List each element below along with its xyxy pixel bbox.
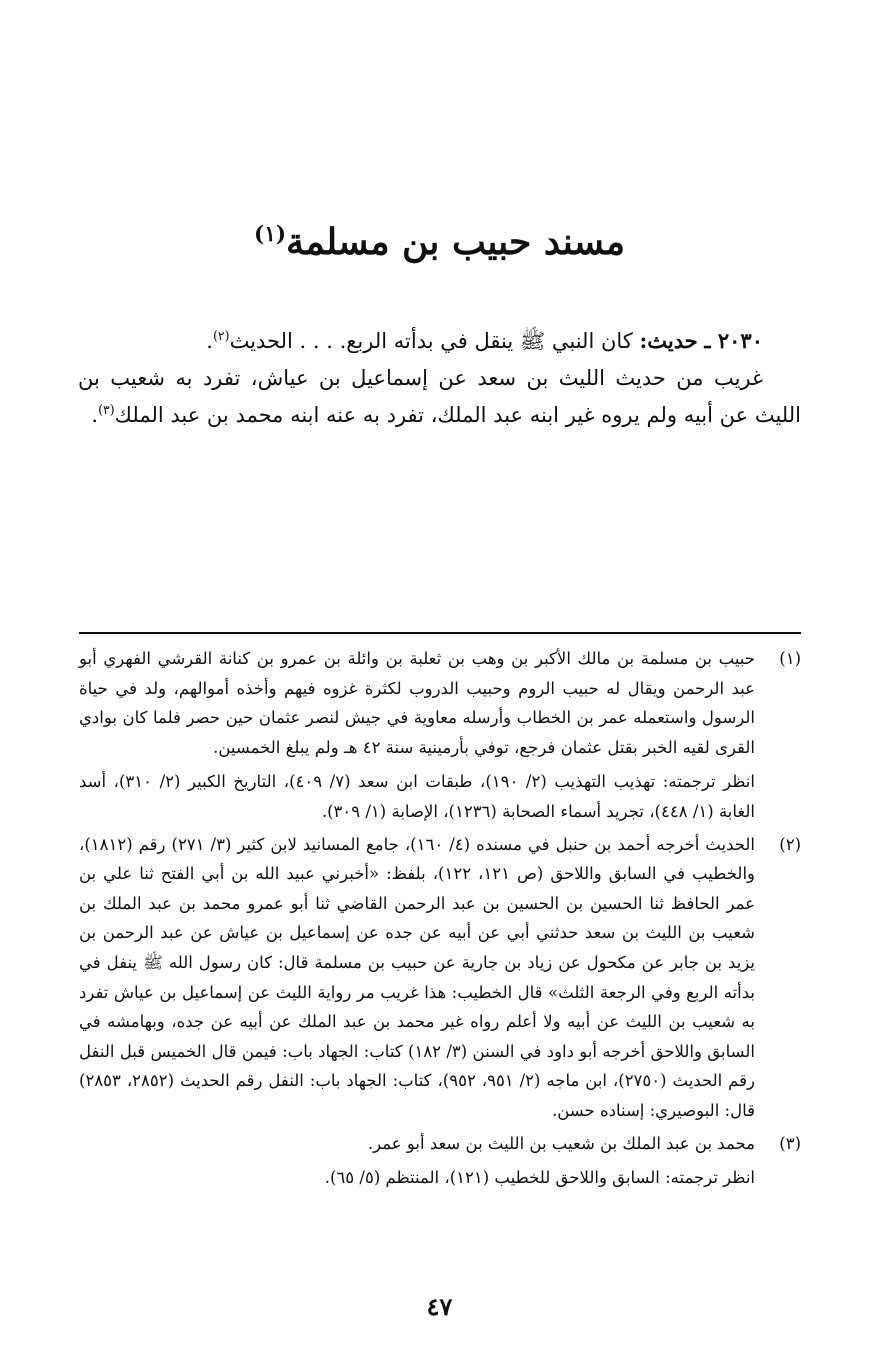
body-paragraph-text: غريب من حديث الليث بن سعد عن إسماعيل بن عياش، تفرد به شعيب بن الليث عن أبيه ولم يروه غير ابنه عبد الملك، تفرد به عنه ابنه محمد بن عبد الملك xyxy=(78,366,801,427)
footnote-1 xyxy=(79,644,801,827)
main-text xyxy=(78,322,801,434)
footnote-2 xyxy=(79,830,801,1126)
hadith-entry xyxy=(78,322,801,360)
footnotes xyxy=(79,644,801,1196)
footnote-separator xyxy=(79,632,801,634)
footnote-ref-3[interactable]: (٣) xyxy=(98,402,115,417)
footnote-2-text: الحديث أخرجه أحمد بن حنبل في مسنده (٤/ ١٦٠)، جامع المسانيد لابن كثير (٣/ ٢٧١) رقم (١٨١٢)، والخطيب في السابق واللاحق (ص ١٢١، ١٢٢)، بلفظ: «أخبرني عبيد الله بن أبي الفتح ثنا علي بن عمر الحافظ ثنا الحسين بن الحسين بن عبد الرحمن القاضي ثنا أبو عمرو محمد بن عبد الملك بن شعيب بن الليث بن سعد حدثني أبي عن أبيه عن جده عن إسماعيل بن عياش عن عبد الرحمن بن يزيد بن جابر عن مكحول عن زياد بن جارية عن حبيب بن مسلمة قال: كان رسول الله ﷺ ينفل في بدأته الربع وفي الرجعة الثلث» قال الخطيب: هذا غريب مر رواية الليث عن إسماعيل بن عياش تفرد به شعيب بن الليث عن أبيه ولا أعلم رواه غير محمد بن عبد الملك عن أبيه عن جده، وبهامشه في السابق واللاحق أخرجه أبو داود في السنن (٣/ ١٨٢) كتاب: الجهاد باب: فيمن قال الخميس قبل النفل رقم الحديث (٢٧٥٠)، ابن ماجه (٢/ ٩٥١، ٩٥٢)، كتاب: الجهاد باب: النفل رقم الحديث (٢٨٥٢، ٢٨٥٣) قال: البوصيري: إسناده حسن. xyxy=(79,834,756,1120)
footnote-1-biography: حبيب بن مسلمة بن مالك الأكبر بن وهب بن ثعلبة بن وائلة بن عمرو بن كنانة القرشي الفهري أبو عبد الرحمن ويقال له حبيب الروم وحبيب الدروب لكثرة غزوه فيهم وأخذه أموالهم، ولد في حياة الرسول واستعمله عمر بن الخطاب وأرسله معاوية في جيش لنصر عثمان حين حصر فلما كان بوادي القرى لقيه الخبر بقتل عثمان فرجع، توفي بأرمينية سنة ٤٢ هـ ولم يبلغ الخمسين. xyxy=(79,649,755,757)
section-title-text: مسند حبيب بن مسلمة xyxy=(286,221,625,263)
footnote-ref-1[interactable]: (١) xyxy=(254,222,287,247)
footnote-2-marker: (٢) xyxy=(779,834,801,854)
footnote-1-sources: انظر ترجمته: تهذيب التهذيب (٢/ ١٩٠)، طبقات ابن سعد (٧/ ٤٠٩)، التاريخ الكبير (٢/ ٣١٠)، أسد الغابة (١/ ٤٤٨)، تجريد أسماء الصحابة (١٢٣٦)، الإصابة (١/ ٣٠٩). xyxy=(79,772,755,821)
hadith-text: كان النبي ﷺ ينقل في بدأته الربع. . . . الحديث xyxy=(229,329,633,353)
hadith-number: ٢٠٣٠ ـ xyxy=(704,328,763,353)
section-title xyxy=(0,214,879,270)
footnote-3 xyxy=(79,1129,801,1193)
hadith-end: . xyxy=(206,329,213,353)
footnote-3-name: محمد بن عبد الملك بن شعيب بن الليث بن سعد أبو عمر. xyxy=(367,1133,755,1153)
footnote-3-sources: انظر ترجمته: السابق واللاحق للخطيب (١٢١)، المنتظم (٥/ ٦٥). xyxy=(324,1168,755,1188)
footnote-ref-2[interactable]: (٢) xyxy=(212,328,230,343)
hadith-label: حديث: xyxy=(639,328,698,353)
body-paragraph xyxy=(78,360,801,434)
footnote-3-marker: (٣) xyxy=(779,1133,801,1153)
page-number: ٤٧ xyxy=(426,1292,453,1321)
body-paragraph-end: . xyxy=(91,403,99,427)
footnote-1-marker: (١) xyxy=(779,649,801,668)
